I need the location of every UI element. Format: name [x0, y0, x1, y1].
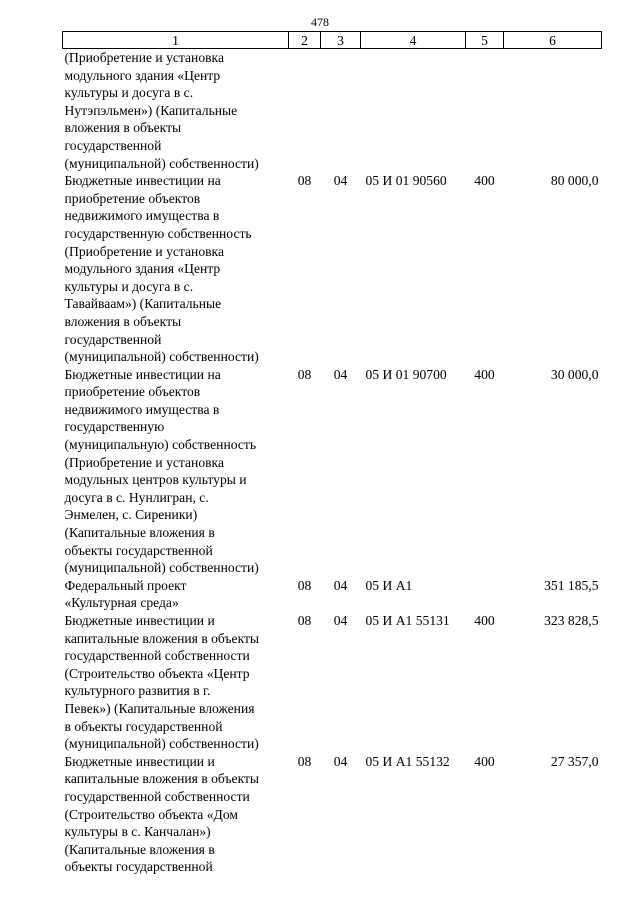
- column-header-1: 1: [63, 32, 289, 49]
- row-name: Бюджетные инвестиции и капитальные вложения в объекты государственной собственности (Строительство объекта «Центр культурного развития в г. Певек») (Капитальные вложения в объекты государственной (муниципальной) собственности): [64, 613, 260, 752]
- table-body: [63, 49, 602, 876]
- column-header-4: 4: [361, 32, 466, 49]
- row-subsection: 04: [333, 173, 348, 189]
- table-header: [63, 32, 602, 49]
- row-expense-type: [466, 577, 504, 612]
- row-name: Федеральный проект «Культурная среда»: [64, 577, 187, 611]
- row-expense-type: 400: [474, 753, 495, 769]
- row-amount: 80 000,0: [550, 173, 599, 189]
- column-header-5: 5: [466, 32, 504, 49]
- row-expense-type: [466, 49, 504, 173]
- row-expense-type: 400: [474, 613, 495, 628]
- row-target-code: 05 И А1 55131: [365, 613, 450, 628]
- column-header-6: 6: [504, 32, 602, 49]
- row-amount: 351 185,5: [544, 577, 599, 593]
- column-header-2: 2: [289, 32, 321, 49]
- row-subsection: [321, 49, 361, 173]
- row-section: 08: [297, 366, 312, 382]
- row-section: 08: [297, 613, 312, 628]
- row-section: 08: [297, 753, 312, 769]
- table-row: [63, 366, 602, 577]
- row-target-code: 05 И А1: [365, 577, 413, 593]
- row-section: 08: [297, 577, 312, 593]
- row-amount: [504, 49, 602, 173]
- row-target-code: 05 И 01 90560: [365, 173, 447, 189]
- row-name: Бюджетные инвестиции на приобретение объектов недвижимого имущества в государственную собственность (Приобретение и установка модульного здания «Центр культуры и досуга в с. Тавайваам») (Капитальные вложения в объекты государственной (муниципальной) собственности): [64, 173, 259, 365]
- column-header-3: 3: [321, 32, 361, 49]
- row-subsection: 04: [333, 366, 348, 382]
- row-name: Бюджетные инвестиции на приобретение объектов недвижимого имущества в государственную (муниципальную) собственность (Приобретение и установка модульных центров культуры и досуга в с. Нунлигран, с. Энмелен, с. Сиреники) (Капитальные вложения в объекты государственной (муниципальной) собственности): [64, 366, 259, 576]
- row-expense-type: 400: [474, 173, 495, 189]
- table-row: [63, 49, 602, 173]
- row-amount: 30 000,0: [550, 366, 599, 382]
- row-target-code: [361, 49, 466, 173]
- table-row: [63, 172, 602, 366]
- row-subsection: 04: [333, 753, 348, 769]
- row-section: 08: [297, 173, 312, 189]
- row-amount: 27 357,0: [550, 753, 599, 769]
- row-amount: 323 828,5: [544, 613, 599, 628]
- row-subsection: 04: [333, 577, 348, 593]
- page-number: 478: [311, 15, 329, 29]
- row-target-code: 05 И 01 90700: [365, 366, 447, 382]
- budget-table: [62, 31, 602, 876]
- row-name: (Приобретение и установка модульного здания «Центр культуры и досуга в с. Нутэпэльмен») (Капитальные вложения в объекты государственной (муниципальной) собственности): [64, 50, 259, 171]
- table-row: [63, 753, 602, 876]
- row-expense-type: 400: [474, 366, 495, 382]
- row-name: Бюджетные инвестиции и капитальные вложения в объекты государственной собственности (Строительство объекта «Дом культуры в с. Канчалан») (Капитальные вложения в объекты государственной: [64, 753, 260, 875]
- table-row: [63, 612, 602, 753]
- row-section: [289, 49, 321, 173]
- table-row: [63, 577, 602, 612]
- row-target-code: 05 И А1 55132: [365, 753, 450, 769]
- row-subsection: 04: [333, 613, 348, 628]
